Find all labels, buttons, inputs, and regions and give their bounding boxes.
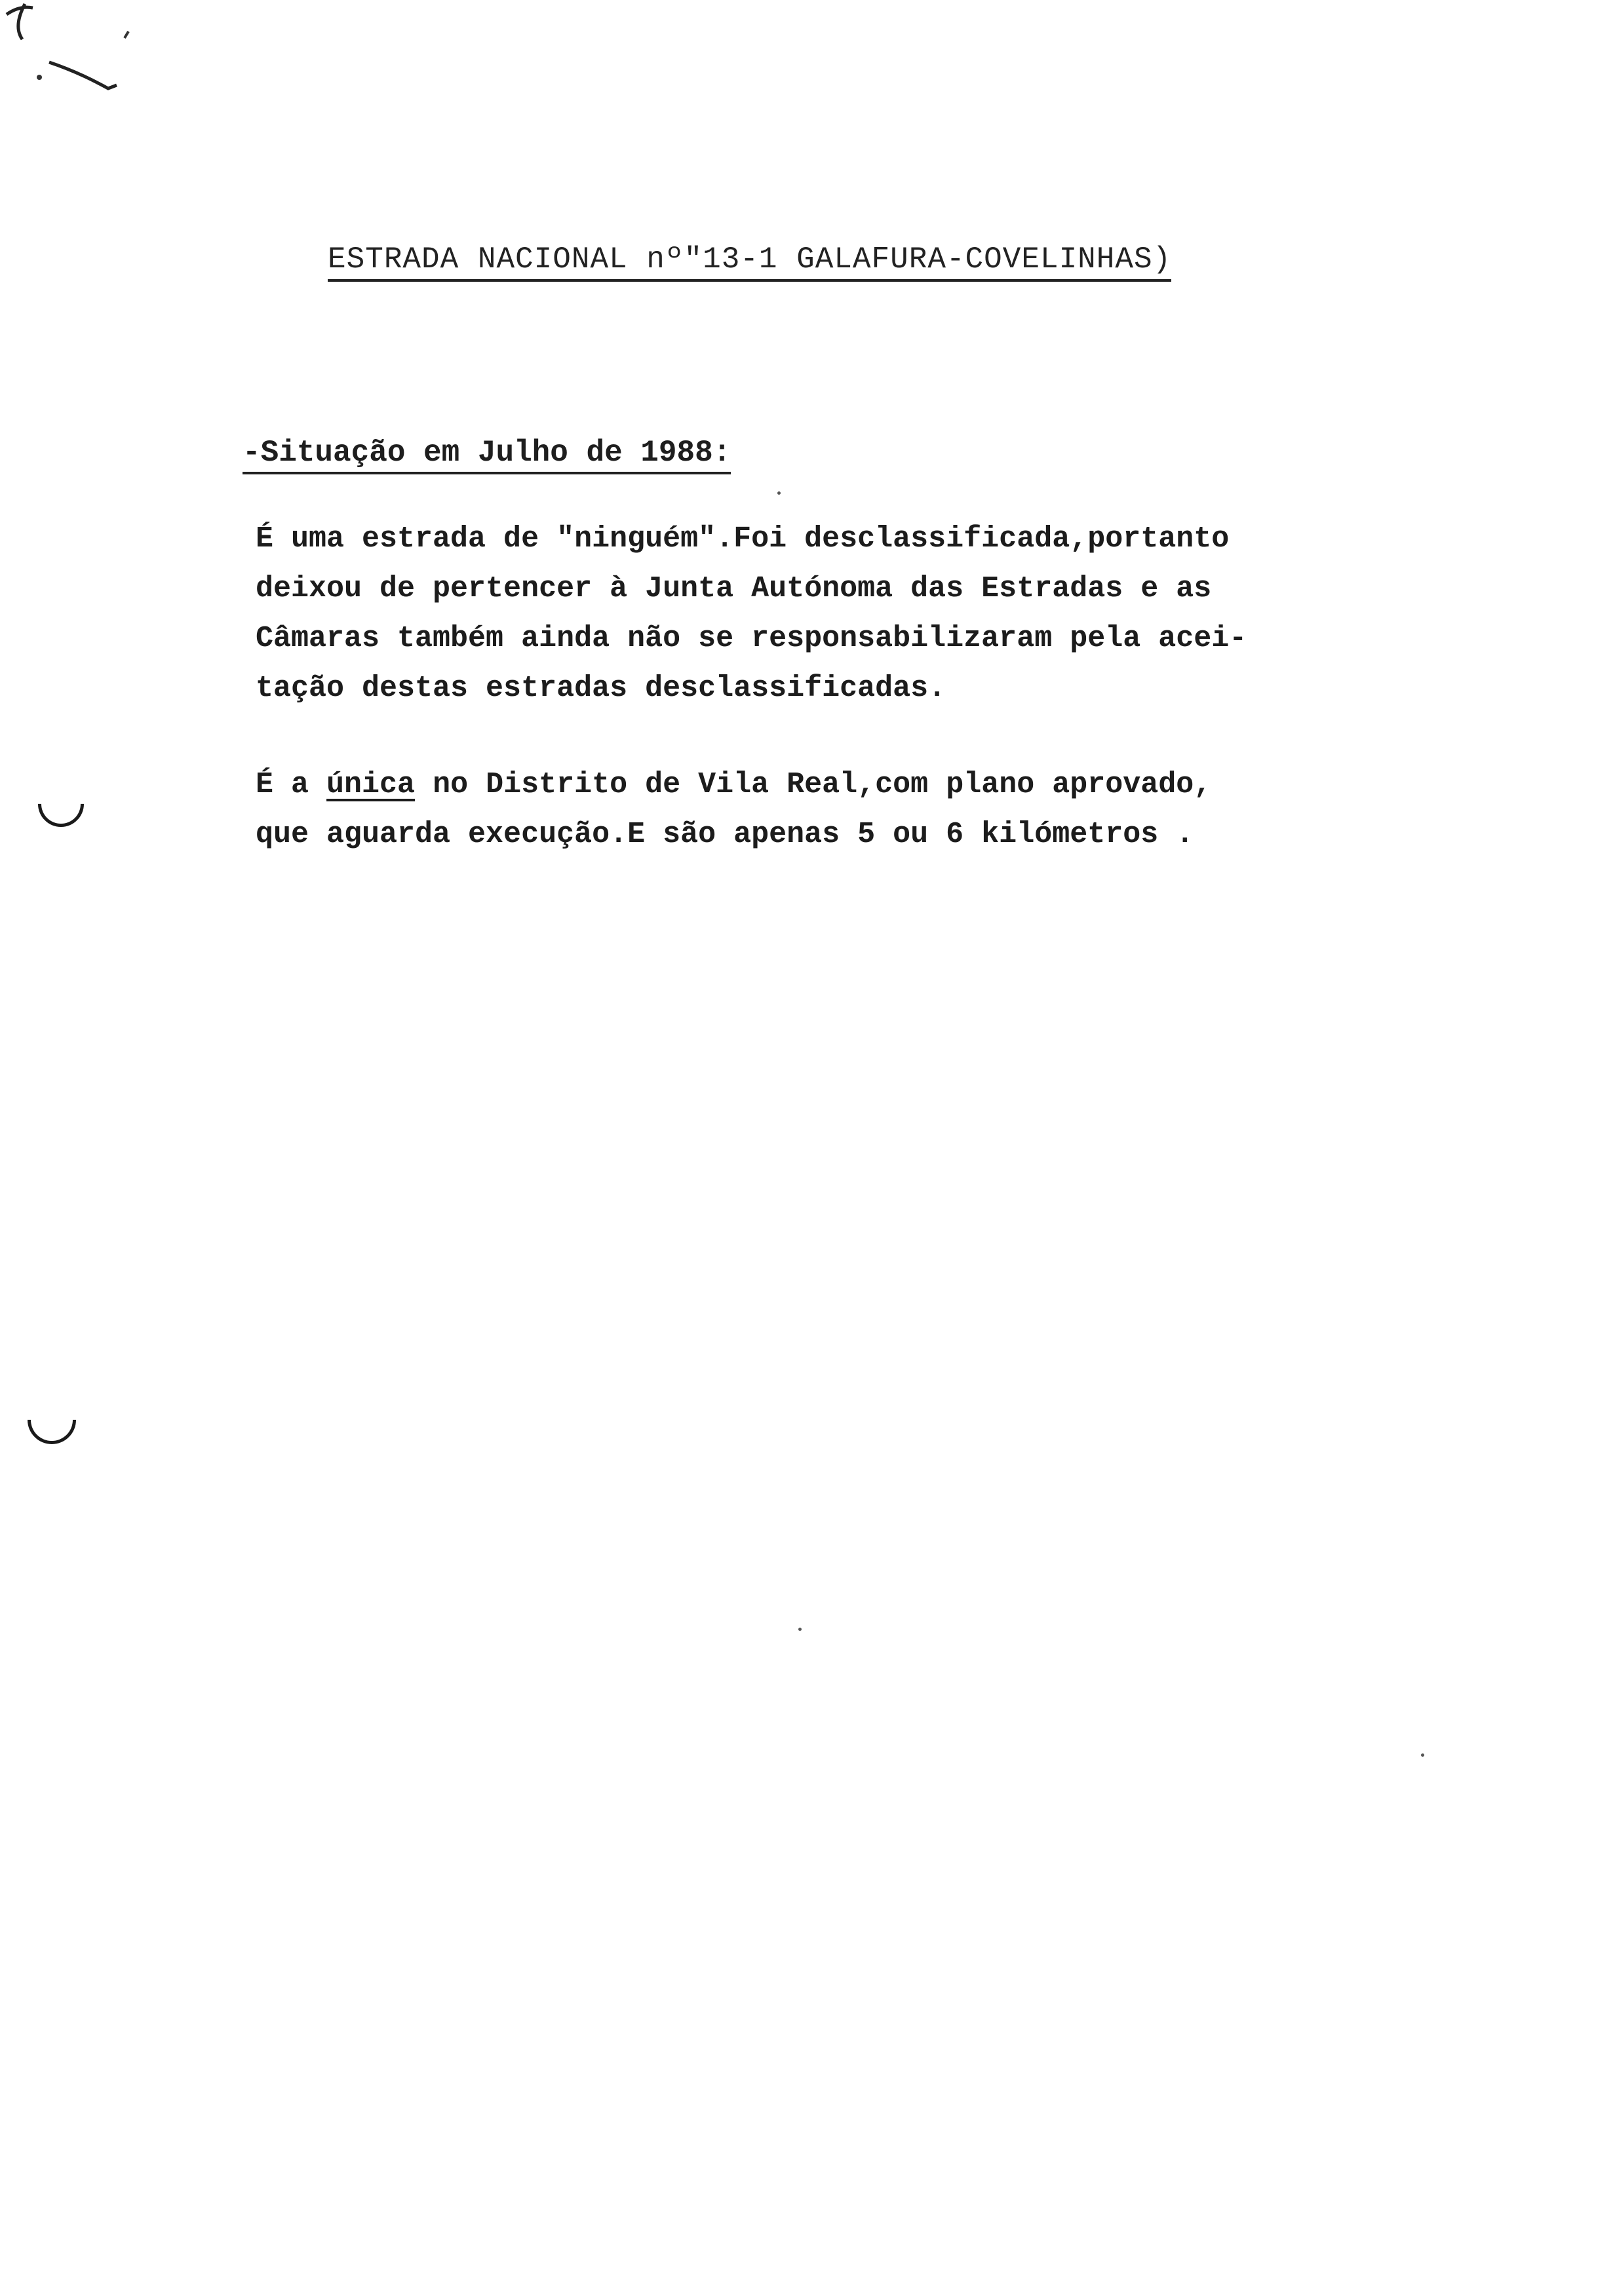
section-heading <box>243 436 731 470</box>
margin-tick-mark-icon <box>18 1386 87 1455</box>
paragraph-two-rest: no Distrito de Vila Real,com plano aprovado, que aguarda execução.E são apenas 5 ou 6 kilómetros . <box>256 768 1212 851</box>
paragraph-one: É uma estrada de "ninguém".Foi desclassificada,portanto deixou de pertencer à Junta Autónoma das Estradas e as Câmaras também ainda não se responsabilizaram pela acei- tação destas estradas desclassificadas. <box>256 522 1247 705</box>
document-title-text: ESTRADA NACIONAL nº"13-1 GALAFURA-COVELINHAS) <box>328 242 1171 282</box>
scan-speck <box>1421 1753 1424 1757</box>
scan-speck <box>777 491 781 495</box>
scan-speck <box>798 1628 802 1631</box>
underlined-word: única <box>326 768 416 801</box>
document-title <box>328 242 1311 277</box>
paragraph-two-start: É a <box>256 768 327 801</box>
paragraph-two <box>256 760 1435 860</box>
section-heading-text: -Situação em Julho de 1988: <box>243 436 731 474</box>
corner-scribble-icon <box>0 0 144 105</box>
margin-tick-mark-icon <box>29 772 94 837</box>
